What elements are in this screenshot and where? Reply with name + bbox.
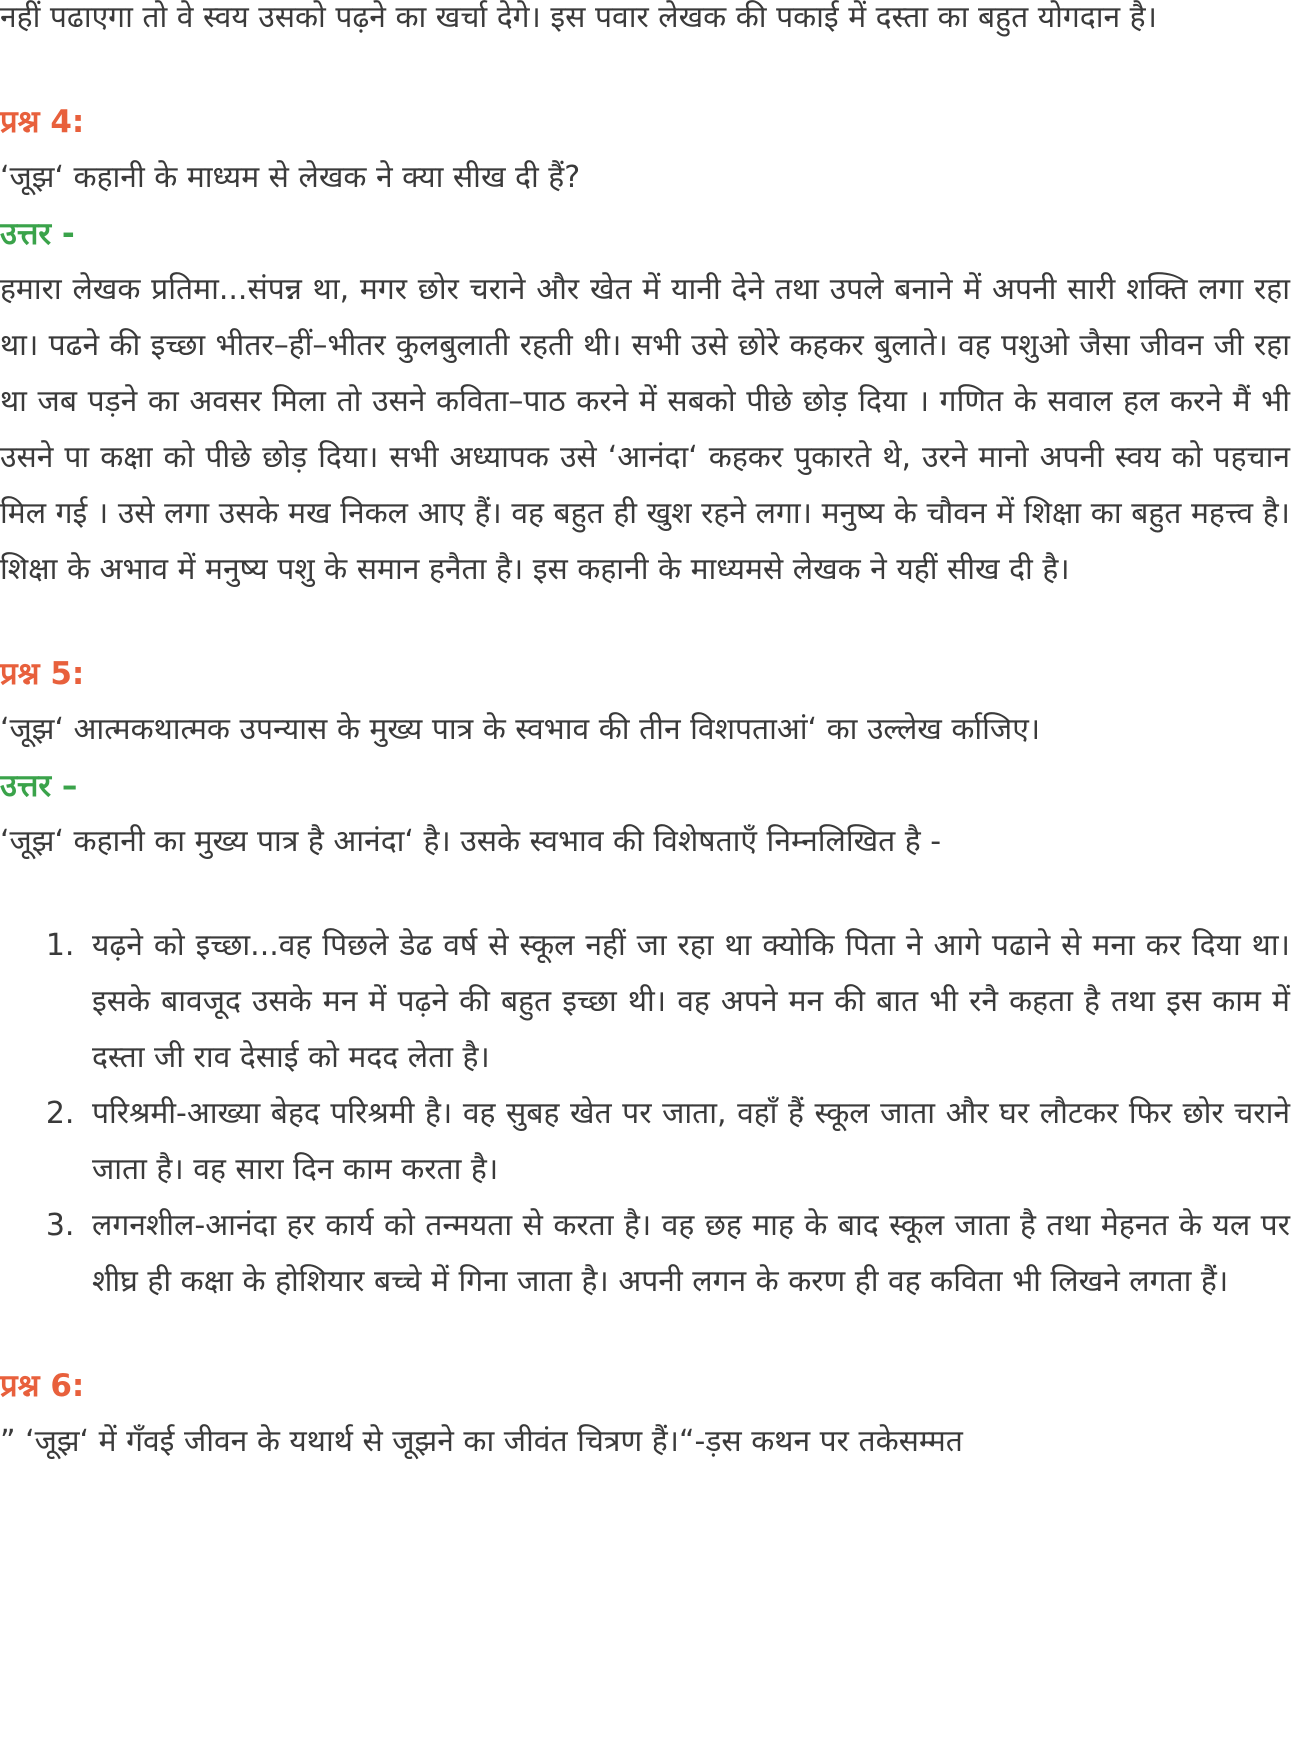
spacer (0, 1310, 1290, 1358)
list-item: 2. परिश्रमी-आख्या बेहद परिश्रमी है। वह सुबह खेत पर जाता, वहाँ हैं स्कूल जाता और घर लौटकर फिर छोर चराने जाता है। वह सारा दिन काम करता है। (84, 1086, 1290, 1198)
spacer (0, 598, 1290, 646)
answer-5-points (0, 918, 1290, 1310)
question-5-text: ‘जूझ‘ आत्मकथात्मक उपन्यास के मुख्य पात्र के स्वभाव की तीन विशपताआं‘ का उल्लेख र्काजिए। (0, 712, 1041, 747)
question-4-label: प्रश्न 4: (0, 104, 85, 140)
question-5-label: प्रश्न 5: (0, 656, 85, 692)
answer-5-label: उत्तर – (0, 768, 78, 804)
question-6-text: ” ‘जूझ‘ में गँवई जीवन के यथार्थ से जूझने का जीवंत चित्रण हैं।“-ड़स कथन पर तकेसम्मत (0, 1424, 963, 1459)
spacer (0, 46, 1290, 94)
list-item: 3. लगनशील-आनंदा हर कार्य को तन्मयता से करता है। वह छह माह के बाद स्कूल जाता है तथा मेहनत के यल पर शीघ्र ही कक्षा के होशियार बच्चे में गिना जाता है। अपनी लगन के करण ही वह कविता भी लिखने लगता हैं। (84, 1198, 1290, 1310)
question-4-text: ‘जूझ‘ कहानी के माध्यम से लेखक ने क्या सीख दी हैं? (0, 160, 581, 195)
question-6-label: प्रश्न 6: (0, 1368, 85, 1404)
spacer (0, 870, 1290, 918)
list-item: 1. यढ़ने को इच्छा...वह पिछले डेढ वर्ष से स्कूल नहीं जा रहा था क्योकि पिता ने आगे पढाने से मना कर दिया था। इसके बावजूद उसके मन में पढ़ने की बहुत इच्छा थी। वह अपने मन की बात भी रनै कहता है तथा इस काम में दस्ता जी राव देसाई को मदद लेता है। (84, 918, 1290, 1086)
answer-4-text: हमारा लेखक प्रतिमा...संपन्न था, मगर छोर चराने और खेत में यानी देने तथा उपले बनाने में अपनी सारी शक्ति लगा रहा था। पढने की इच्छा भीतर–हीं–भीतर कुलबुलाती रहती थी। सभी उसे छोरे कहकर बुलाते। वह पशुओ जैसा जीवन जी रहा था जब पड़ने का अवसर मिला तो उसने कविता–पाठ करने में सबको पीछे छोड़ दिया । गणित के सवाल हल करने मैं भी उसने पा कक्षा को पीछे छोड़ दिया। सभी अध्यापक उसे ‘आनंदा‘ कहकर पुकारते थे, उरने मानो अपनी स्वय को पहचान मिल गई । उसे लगा उसके मख निकल आए हैं। वह बहुत ही खुश रहने लगा। मनुष्य के चौवन में शिक्षा का बहुत महत्त्व है। शिक्षा के अभाव में मनुष्य पशु के समान हनैता है। इस कहानी के माध्यमसे लेखक ने यहीं सीख दी है। (0, 272, 1290, 587)
intro-paragraph: नहीं पढाएगा तो वे स्वय उसको पढ़ने का खर्चा देगे। इस पवार लेखक की पकाई में दस्ता का बहुत योगदान है। (0, 0, 1157, 35)
answer-5-intro: ‘जूझ‘ कहानी का मुख्य पात्र है आनंदा‘ है। उसके स्वभाव की विशेषताएँ निम्नलिखित है - (0, 824, 942, 859)
answer-4-label: उत्तर - (0, 216, 75, 252)
